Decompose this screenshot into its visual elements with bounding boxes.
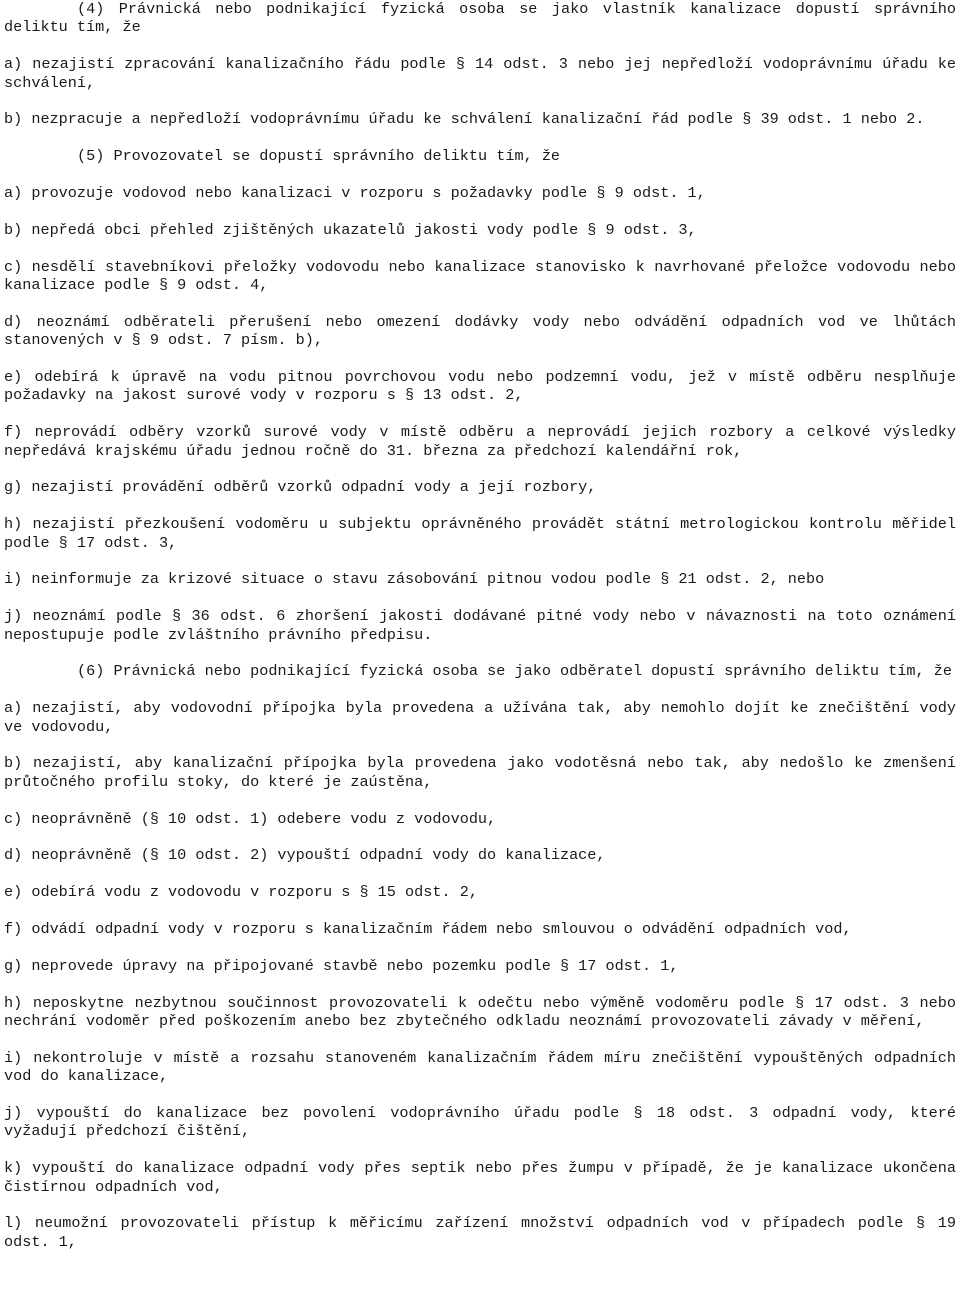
paragraph-5-f: f) neprovádí odběry vzorků surové vody v místě odběru a neprovádí jejich rozbory a celkové výsledky nepředává krajskému úřadu jednou ročně do 31. března za předchozí kalendářní rok,	[4, 423, 956, 460]
paragraph-6-i: i) nekontroluje v místě a rozsahu stanoveném kanalizačním řádem míru znečištění vypouštěných odpadních vod do kanalizace,	[4, 1048, 956, 1086]
paragraph-5-intro: (5) Provozovatel se dopustí správního deliktu tím, že	[77, 147, 561, 166]
paragraph-5-e: e) odebírá k úpravě na vodu pitnou povrchovou vodu nebo podzemní vodu, jež v místě odběru nesplňuje požadavky na jakost surové vody v rozporu s § 13 odst. 2,	[4, 368, 956, 405]
document-page	[4, 0, 956, 1270]
paragraph-6-h: h) neposkytne nezbytnou součinnost provozovateli k odečtu nebo výměně vodoměru podle § 17 odst. 3 nebo nechrání vodoměr před poškozením anebo bez zbytečného odkladu neoznámí provozovateli závady v měření,	[4, 993, 956, 1030]
paragraph-6-d: d) neoprávněně (§ 10 odst. 2) vypouští odpadní vody do kanalizace,	[4, 846, 606, 865]
paragraph-4-b: b) nezpracuje a nepředloží vodoprávnímu úřadu ke schválení kanalizační řád podle § 39 odst. 1 nebo 2.	[4, 110, 925, 129]
paragraph-5-d: d) neoznámí odběrateli přerušení nebo omezení dodávky vody nebo odvádění odpadních vod ve lhůtách stanovených v § 9 odst. 7 písm. b),	[4, 312, 956, 350]
paragraph-5-j: j) neoznámí podle § 36 odst. 6 zhoršení jakosti dodávané pitné vody nebo v návaznosti na toto oznámení nepostupuje podle zvláštního právního předpisu.	[4, 607, 956, 644]
paragraph-6-b: b) nezajistí, aby kanalizační přípojka byla provedena jako vodotěsná nebo tak, aby nedošlo ke zmenšení průtočného profilu stoky, do které je zaústěna,	[4, 754, 956, 791]
paragraph-6-f: f) odvádí odpadní vody v rozporu s kanalizačním řádem nebo smlouvou o odvádění odpadních vod,	[4, 920, 852, 938]
paragraph-5-h: h) nezajistí přezkoušení vodoměru u subjektu oprávněného provádět státní metrologickou kontrolu měřidel podle § 17 odst. 3,	[4, 515, 956, 552]
paragraph-5-a: a) provozuje vodovod nebo kanalizaci v rozporu s požadavky podle § 9 odst. 1,	[4, 184, 706, 202]
paragraph-6-a: a) nezajistí, aby vodovodní přípojka byla provedena a užívána tak, aby nemohlo dojít ke znečištění vody ve vodovodu,	[4, 699, 956, 736]
paragraph-6-k: k) vypouští do kanalizace odpadní vody přes septik nebo přes žumpu v případě, že je kanalizace ukončena čistírnou odpadních vod,	[4, 1159, 956, 1196]
paragraph-6-l: l) neumožní provozovateli přístup k měřicímu zařízení množství odpadních vod v případech podle § 19 odst. 1,	[4, 1214, 956, 1251]
paragraph-5-c: c) nesdělí stavebníkovi přeložky vodovodu nebo kanalizace stanovisko k navrhované přeložce vodovodu nebo kanalizace podle § 9 odst. 4,	[4, 257, 956, 294]
paragraph-4-intro: (4) Právnická nebo podnikající fyzická osoba se jako vlastník kanalizace dopustí správního deliktu tím, že	[4, 0, 956, 37]
paragraph-5-b: b) nepředá obci přehled zjištěných ukazatelů jakosti vody podle § 9 odst. 3,	[4, 220, 697, 239]
paragraph-5-g: g) nezajistí provádění odběrů vzorků odpadní vody a její rozbory,	[4, 478, 597, 497]
paragraph-6-e: e) odebírá vodu z vodovodu v rozporu s § 15 odst. 2,	[4, 883, 478, 902]
paragraph-6-c: c) neoprávněně (§ 10 odst. 1) odebere vodu z vodovodu,	[4, 809, 497, 828]
paragraph-6-g: g) neprovede úpravy na připojované stavbě nebo pozemku podle § 17 odst. 1,	[4, 956, 679, 975]
paragraph-6-intro: (6) Právnická nebo podnikající fyzická osoba se jako odběratel dopustí správního deliktu tím, že	[77, 662, 952, 681]
paragraph-5-i: i) neinformuje za krizové situace o stavu zásobování pitnou vodou podle § 21 odst. 2, nebo	[4, 570, 825, 589]
paragraph-6-j: j) vypouští do kanalizace bez povolení vodoprávního úřadu podle § 18 odst. 3 odpadní vody, které vyžadují předchozí čištění,	[4, 1104, 956, 1141]
paragraph-4-a: a) nezajistí zpracování kanalizačního řádu podle § 14 odst. 3 nebo jej nepředloží vodoprávnímu úřadu ke schválení,	[4, 55, 956, 92]
